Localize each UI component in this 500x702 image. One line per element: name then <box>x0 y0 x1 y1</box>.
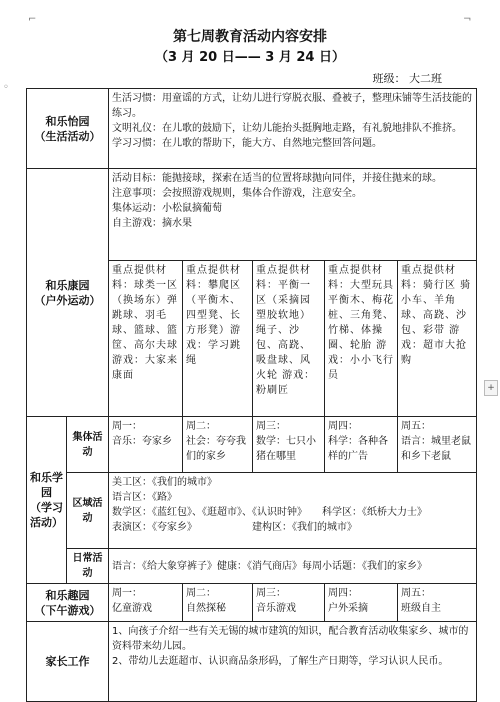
collective-cell: 周三： 数学：七只小猪在哪里 <box>253 417 325 473</box>
area-line: 表演区：《夸家乡》 建构区：《我们的城市》 <box>112 522 357 533</box>
corner-mark-top-right: ¬ <box>463 14 472 25</box>
outdoor-line: 活动目标：能抛接球，探索在适当的位置将球抛向同伴，并接住抛来的球。 <box>112 173 442 184</box>
class-label: 班级： <box>372 72 406 85</box>
outdoor-line: 注意事项：会按照游戏规则，集体合作游戏，注意安全。 <box>112 188 362 199</box>
study-collective-row <box>27 417 477 473</box>
afternoon-category: 和乐趣园 （下午游戏） <box>27 584 109 622</box>
life-line: 文明礼仪：在儿歌的鼓励下，让幼儿能抬头挺胸地走路，有礼貌地排队不推挤。 <box>112 123 462 134</box>
area-line: 美工区：《我们的城市》 <box>112 477 217 488</box>
margin-marker: ◦ <box>3 82 9 93</box>
afternoon-cell: 周四： 户外采摘 <box>325 584 398 622</box>
life-line: 学习习惯：在儿歌的帮助下，能大方、自然地完整回答问题。 <box>112 138 382 149</box>
life-content <box>109 89 477 169</box>
parents-row <box>27 622 477 702</box>
study-daily-row <box>27 549 477 584</box>
collective-cell: 周五： 语言：城里老鼠和乡下老鼠 <box>398 417 477 473</box>
life-row <box>27 89 477 169</box>
collective-cell: 周四： 科学：各种各样的广告 <box>325 417 398 473</box>
expand-panel-button[interactable]: + <box>484 380 498 396</box>
outdoor-line: 自主游戏：摘水果 <box>112 218 192 229</box>
daily-label: 日常活动 <box>67 549 109 584</box>
area-line: 语言区：《路》 <box>112 492 177 503</box>
life-line: 生活习惯：用童谣的方式，让幼儿进行穿脱衣服、叠被子，整理床铺等生活技能的练习。 <box>112 93 472 119</box>
study-category: 和乐学园 （学习活动） <box>27 417 67 584</box>
outdoor-category: 和乐康园 （户外运动） <box>27 169 109 417</box>
daily-content: 语言：《给大象穿裤子》健康：《消气商店》每周小话题：《我们的家乡》 <box>109 549 477 584</box>
area-label: 区域活动 <box>67 473 109 549</box>
resource-cell: 重点提供材料：大型玩具平衡木、梅花桩、三角凳、竹梯、体操圈、轮胎 游戏：小小飞行员 <box>325 261 398 417</box>
class-info <box>373 70 443 86</box>
corner-mark-top-left: ⌐ <box>28 14 37 25</box>
outdoor-line: 集体运动：小松鼠摘葡萄 <box>112 203 222 214</box>
parents-line: 1、向孩子介绍一些有关无锡的城市建筑的知识，配合教育活动收集家乡、城市的资料带来幼儿园。 <box>112 626 469 652</box>
afternoon-cell: 周五： 班级自主 <box>398 584 477 622</box>
schedule-table <box>26 88 477 702</box>
resource-cell: 重点提供材料：平衡一区（采摘园塑胶软地）绳子、沙包、高跷、吸盘球、风火轮 游戏：粉刷匠 <box>253 261 325 417</box>
area-content <box>109 473 477 549</box>
class-value: 大二班 <box>409 72 442 85</box>
resource-cell: 重点提供材料：攀爬区（平衡木、四型凳、长方形凳）游戏：学习跳绳 <box>183 261 253 417</box>
area-line: 数学区：《蓝红包》、《逛超市》、《认识时钟》 科学区：《纸桥大力士》 <box>112 507 427 518</box>
page-title: 第七周教育活动内容安排 <box>173 29 327 45</box>
afternoon-cell: 周一： 亿童游戏 <box>109 584 183 622</box>
collective-label: 集体活动 <box>67 417 109 473</box>
outdoor-goals <box>109 169 477 261</box>
afternoon-cell: 周三： 音乐游戏 <box>253 584 325 622</box>
resource-cell: 重点提供材料：球类一区（换场东）弹跳球、羽毛球、篮球、篮筐、高尔夫球 游戏：大家来康面 <box>109 261 183 417</box>
study-area-row <box>27 473 477 549</box>
outdoor-goal-row <box>27 169 477 261</box>
parents-content <box>109 622 477 702</box>
date-range: （3 月 20 日—— 3 月 24 日） <box>155 50 345 65</box>
afternoon-row <box>27 584 477 622</box>
resource-cell: 重点提供材料：骑行区 骑小车、羊角球、高跷、沙包、彩带 游戏：超市大抢购 <box>398 261 477 417</box>
parents-line: 2、带幼儿去逛超市、认识商品条形码，了解生产日期等，学习认识人民币。 <box>112 656 449 667</box>
life-category: 和乐怡园 （生活活动） <box>27 89 109 169</box>
collective-cell: 周一： 音乐：夸家乡 <box>109 417 183 473</box>
afternoon-cell: 周二： 自然探秘 <box>183 584 253 622</box>
collective-cell: 周二： 社会：夸夸我们的家乡 <box>183 417 253 473</box>
parents-category: 家长工作 <box>27 622 109 702</box>
